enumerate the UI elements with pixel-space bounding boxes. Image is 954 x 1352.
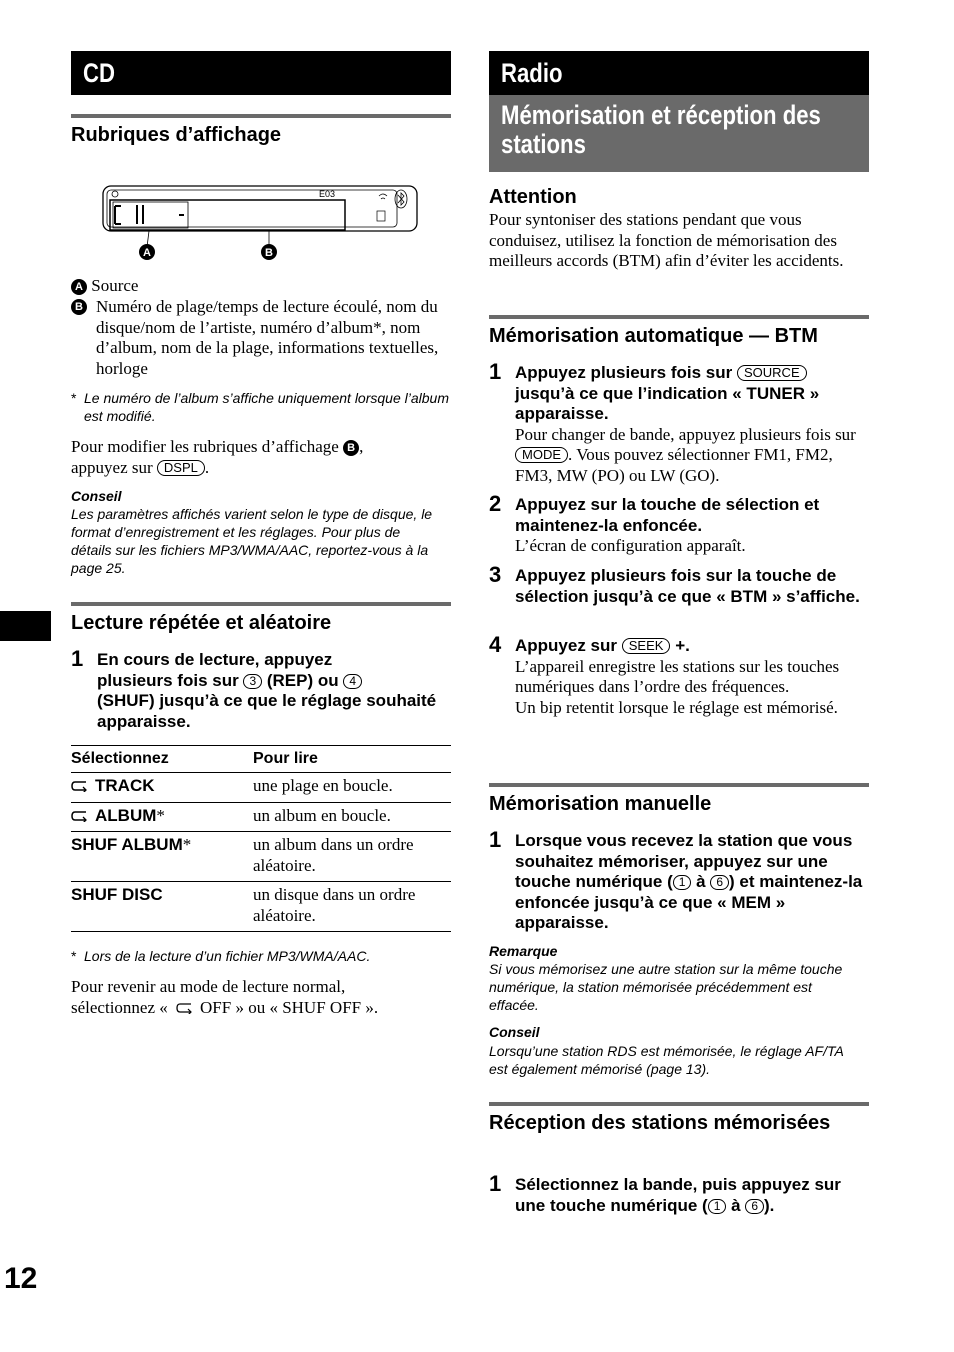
repeat-icon <box>176 1002 194 1014</box>
key-4: 4 <box>343 674 362 689</box>
section-bar-title: CD <box>83 58 115 88</box>
key-3: 3 <box>243 674 262 689</box>
tip-text: Lorsqu’une station RDS est mémorisée, le réglage AF/TA est également mémorisé (page 13). <box>489 1043 844 1077</box>
recall-step-1: 1 Sélectionnez la bande, puis appuyez sur une touche numérique ( 1 à 6 ). <box>489 1171 841 1215</box>
btm-step-1: 1 Appuyez plusieurs fois sur SOURCE jusqu’à ce que l’indication « TUNER » apparaisse. Pour changer de bande, appuyez plusieurs fois sur MODE . Vous pouvez sélectionner FM1, FM2, FM3, MW (PO) ou LW (GO). <box>489 359 856 485</box>
key-1: 1 <box>673 875 692 890</box>
footnote-album-number: * Le numéro de l’album s’affiche uniquement lorsque l’album est modifié. <box>71 390 449 424</box>
table-row: SHUF ALBUM* un album dans un ordre aléatoire. <box>71 832 451 882</box>
table-header: Sélectionnez <box>71 746 253 773</box>
btm-step-4: 4 Appuyez sur SEEK +. L’appareil enregistre les stations sur les touches numériques dans l’ordre des fréquences. Un bip retentit lorsque le réglage est mémorisé. <box>489 632 840 717</box>
seek-key: SEEK <box>622 638 671 654</box>
legend-b: B Numéro de plage/temps de lecture écoulé, nom du disque/nom de l’artiste, numéro d’album*, nom d’album, nom de la plage, informations textuelles, horloge <box>71 297 451 379</box>
table-row: ALBUM* un album en boucle. <box>71 802 451 832</box>
normal-mode-paragraph: Pour revenir au mode de lecture normal, sélectionnez « OFF » ou « SHUF OFF ». <box>71 977 379 1017</box>
tip-heading: Conseil <box>489 1024 540 1040</box>
repeat-icon <box>71 780 89 792</box>
tip-heading: Conseil <box>71 488 122 504</box>
manual-step-1: 1 Lorsque vous recevez la station que vous souhaitez mémoriser, appuyez sur une touche numérique ( 1 à 6 ) et maintenez-la enfoncée jusqu’à ce que « MEM » apparaisse. <box>489 827 863 932</box>
heading-btm: Mémorisation automatique — BTM <box>489 315 869 348</box>
attention-text: Pour syntoniser des stations pendant que vous conduisez, utilisez la fonction de mémorisation des meilleurs accords (BTM) afin d’éviter les accidents. <box>489 210 844 270</box>
section-bar-cd <box>71 51 451 95</box>
source-key: SOURCE <box>737 365 807 381</box>
repeat-icon <box>71 810 89 822</box>
btm-step-2: 2 Appuyez sur la touche de sélection et maintenez-la enfoncée. L’écran de configuration apparaît. <box>489 491 820 555</box>
key-1: 1 <box>708 1199 727 1214</box>
key-6: 6 <box>745 1199 764 1214</box>
table-row: SHUF DISC un disque dans un ordre aléatoire. <box>71 882 451 932</box>
section-bar-title: Radio <box>501 58 563 88</box>
section-subbar: Mémorisation et réception des stations <box>489 95 869 172</box>
btm-step-3: 3 Appuyez plusieurs fois sur la touche de sélection jusqu’à ce que « BTM » s’affiche. <box>489 562 860 606</box>
legend-a: A Source <box>71 276 451 297</box>
dspl-key: DSPL <box>157 460 205 476</box>
table-header: Pour lire <box>253 746 451 773</box>
footnote-mp3: * Lors de la lecture d’un fichier MP3/WMA/AAC. <box>71 948 371 964</box>
key-6: 6 <box>710 875 729 890</box>
attention-heading: Attention <box>489 186 577 208</box>
heading-recall: Réception des stations mémorisées <box>489 1102 869 1135</box>
remark-heading: Remarque <box>489 943 558 959</box>
side-tab <box>0 611 51 641</box>
heading-display-items: Rubriques d’affichage <box>71 114 451 147</box>
heading-manual: Mémorisation manuelle <box>489 783 869 816</box>
remark-text: Si vous mémorisez une autre station sur la même touche numérique, la station mémorisée précédemment est effacée. <box>489 961 843 1013</box>
display-illustration <box>97 183 422 263</box>
heading-repeat-shuffle: Lecture répétée et aléatoire <box>71 602 451 635</box>
selection-table <box>71 745 451 932</box>
table-row: TRACK une plage en boucle. <box>71 773 451 803</box>
svg-text:A: A <box>143 247 151 259</box>
mode-key: MODE <box>515 447 568 463</box>
display-text: E03 <box>319 189 336 199</box>
tip-text: Les paramètres affichés varient selon le type de disque, le format d’enregistrement et les réglages. Pour plus de détails sur les fichiers MP3/WMA/AAC, reportez-vous à la page 25. <box>71 506 433 576</box>
svg-text:B: B <box>265 247 273 259</box>
display-change-paragraph: Pour modifier les rubriques d’affichage B , appuyez sur DSPL . <box>71 437 364 477</box>
section-bar-radio <box>489 51 869 95</box>
step-repeat-shuffle: 1 En cours de lecture, appuyez plusieurs fois sur 3 (REP) ou 4 (SHUF) jusqu’à ce que le réglage souhaité apparaisse. <box>71 646 437 731</box>
page-number: 12 <box>4 1262 38 1295</box>
